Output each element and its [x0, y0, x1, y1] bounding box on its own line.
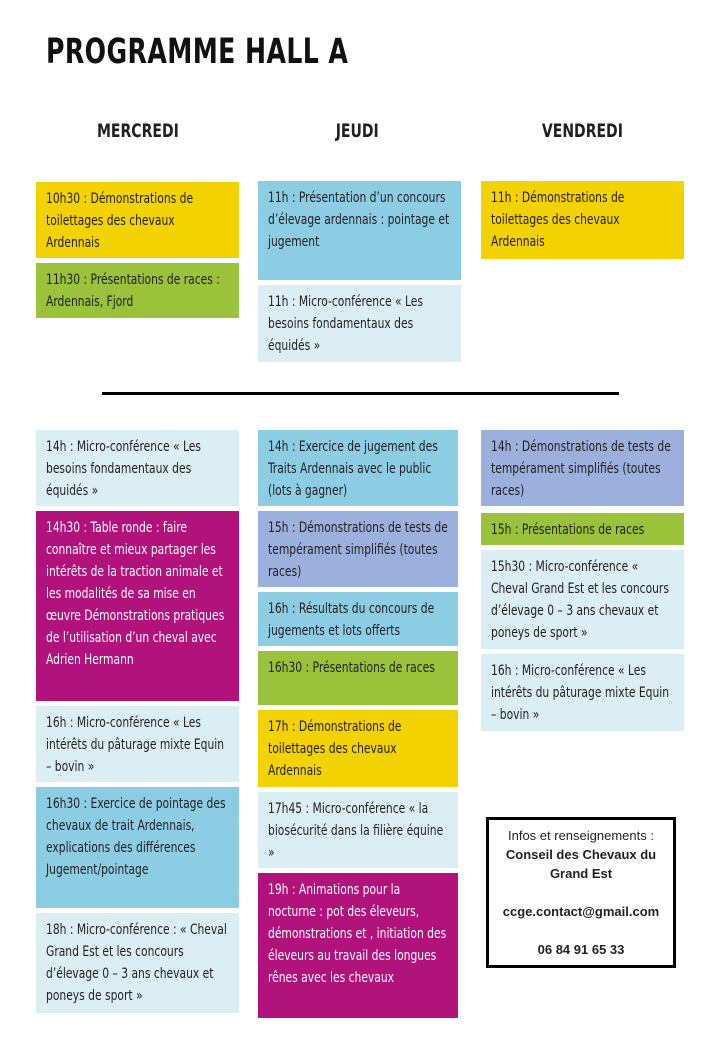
event-block: 11h : Démonstrations de toilettages des chevaux Ardennais: [481, 181, 684, 259]
event-block: 19h : Animations pour la nocturne : pot des éleveurs, démonstrations et , initiation des éleveurs au travail des longues rênes avec les chevaux: [258, 873, 458, 1018]
event-block: 17h : Démonstrations de toilettages des chevaux Ardennais: [258, 710, 458, 787]
event-block: 15h30 : Micro-conférence « Cheval Grand Est et les concours d’élevage 0 – 3 ans chevaux et poneys de sport »: [481, 550, 684, 649]
event-block: 16h30 : Exercice de pointage des chevaux de trait Ardennais, explications des différences Jugement/pointage: [36, 787, 239, 908]
event-block: 10h30 : Démonstrations de toilettages des chevaux Ardennais: [36, 182, 239, 258]
day-header-vendredi: VENDREDI: [541, 120, 624, 142]
info-heading: Infos et renseignements :: [508, 828, 654, 843]
event-block: 16h : Résultats du concours de jugements et lots offerts: [258, 592, 458, 646]
event-block: 18h : Micro-conférence : « Cheval Grand Est et les concours d’élevage 0 – 3 ans chevaux et poneys de sport »: [36, 913, 239, 1013]
event-block: 14h : Démonstrations de tests de tempérament simplifiés (toutes races): [481, 430, 684, 506]
event-block: 14h : Micro-conférence « Les besoins fondamentaux des équidés »: [36, 430, 239, 506]
contact-info-box: [486, 817, 676, 968]
event-block: 17h45 : Micro-conférence « la biosécurité dans la filière équine »: [258, 792, 458, 868]
event-block: 11h : Micro-conférence « Les besoins fondamentaux des équidés »: [258, 285, 461, 362]
event-block: 15h : Présentations de races: [481, 513, 684, 545]
page-title: PROGRAMME HALL A: [46, 32, 349, 72]
event-block: 11h : Présentation d’un concours d’élevage ardennais : pointage et jugement: [258, 181, 461, 280]
event-block: 16h : Micro-conférence « Les intérêts du pâturage mixte Equin – bovin »: [481, 654, 684, 731]
info-email[interactable]: ccge.contact@gmail.com: [502, 904, 660, 919]
section-divider: [102, 392, 619, 395]
event-block: 16h30 : Présentations de races: [258, 651, 458, 705]
event-block: 15h : Démonstrations de tests de tempérament simplifiés (toutes races): [258, 511, 458, 587]
day-header-mercredi: MERCREDI: [96, 120, 179, 142]
info-organization: Conseil des Chevaux du Grand Est: [505, 847, 657, 881]
event-block: 14h : Exercice de jugement des Traits Ardennais avec le public (lots à gagner): [258, 430, 458, 506]
day-header-jeudi: JEUDI: [335, 120, 380, 142]
event-block: 14h30 : Table ronde : faire connaître et mieux partager les intérêts de la traction animale et les modalités de sa mise en œuvre Démonstrations pratiques de l’utilisation d’un cheval avec Adrien Hermann: [36, 511, 239, 701]
event-block: 16h : Micro-conférence « Les intérêts du pâturage mixte Equin – bovin »: [36, 706, 239, 782]
event-block: 11h30 : Présentations de races : Ardennais, Fjord: [36, 263, 239, 318]
info-phone[interactable]: 06 84 91 65 33: [537, 942, 625, 957]
